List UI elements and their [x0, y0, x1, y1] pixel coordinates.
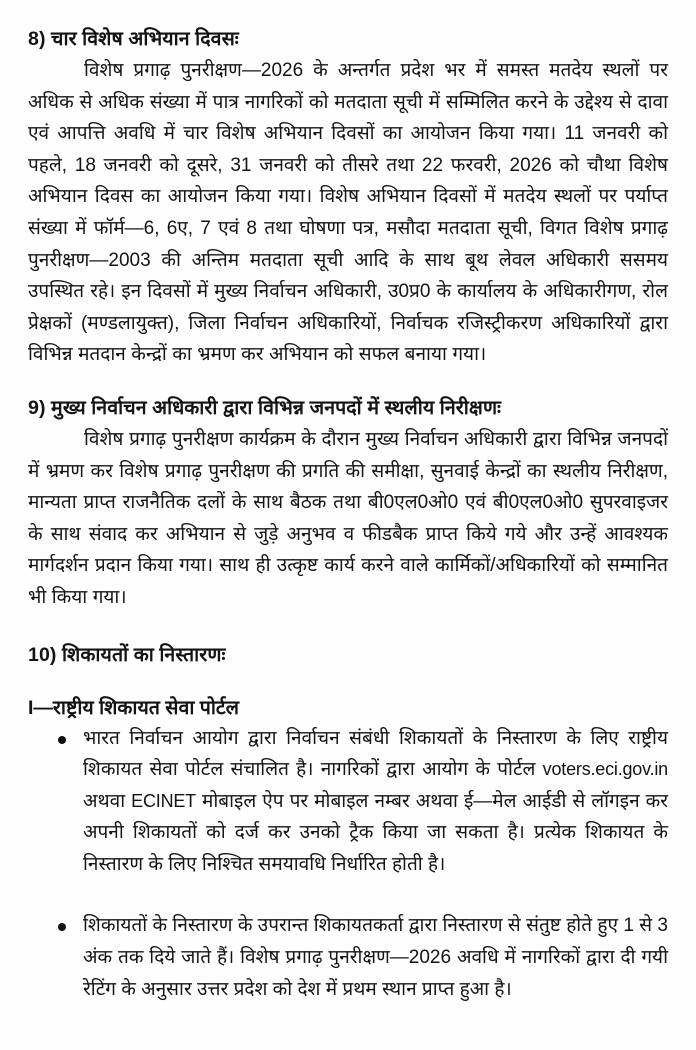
bullet-dot-icon [58, 923, 66, 931]
ecinet-app-name: ECINET [131, 790, 196, 811]
section-9 [28, 393, 668, 614]
section-10-heading: 10) शिकायतों का निस्तारणः [28, 643, 226, 666]
bullet-2-text: शिकायतों के निस्तारण के उपरान्त शिकायतकर्ता द्वारा निस्तारण से संतुष्ट होते हुए 1 से 3 अंक तक दिये जाते हैं। विशेष प्रगाढ़ पुनरीक्षण—2026 अवधि में नागरिकों द्वारा दी गयी रेटिंग के अनुसार उत्तर प्रदेश को देश में प्रथम स्थान प्राप्त हुआ है। [83, 915, 668, 1000]
subsection-I-heading: I—राष्ट्रीय शिकायत सेवा पोर्टल [28, 696, 239, 719]
complaint-portal-bullet-list [28, 723, 668, 1006]
voters-portal-url[interactable]: voters.eci.gov.in [542, 759, 668, 780]
spacer-after-section-9 [28, 614, 668, 640]
spacer-after-section-8 [28, 371, 668, 393]
spacer-after-section-10-heading [28, 671, 668, 693]
bullet-1-text-middle: अथवा [83, 790, 132, 812]
section-8 [28, 24, 668, 371]
bullet-1-text-before-url: भारत निर्वाचन आयोग द्वारा निर्वाचन संबंधी शिकायतों के निस्तारण के लिए राष्ट्रीय शिकायत सेवा पोर्टल संचालित है। नागरिकों द्वारा आयोग के पोर्टल [83, 727, 668, 781]
section-10 [28, 640, 668, 1006]
list-item [28, 910, 668, 1005]
section-8-body: विशेष प्रगाढ़ पुनरीक्षण—2026 के अन्तर्गत प्रदेश भर में समस्त मतदेय स्थलों पर अधिक से अधिक संख्या में पात्र नागरिकों को मतदाता सूची में सम्मिलित करने के उद्देश्य से दावा एवं आपत्ति अवधि में चार विशेष अभियान दिवसों का आयोजन किया गया। 11 जनवरी को पहले, 18 जनवरी को दूसरे, 31 जनवरी को तीसरे तथा 22 फरवरी, 2026 को चौथा विशेष अभियान दिवस का आयोजन किया गया। विशेष अभियान दिवसों में मतदेय स्थलों पर पर्याप्त संख्या में फॉर्म—6, 6ए, 7 एवं 8 तथा घोषणा पत्र, मसौदा मतदाता सूची, विगत विशेष प्रगाढ़ पुनरीक्षण—2003 की अन्तिम मतदाता सूची आदि के साथ बूथ लेवल अधिकारी ससमय उपस्थित रहे। इन दिवसों में मुख्य निर्वाचन अधिकारी, उ0प्र0 के कार्यालय के अधिकारीगण, रोल प्रेक्षकों (मण्डलायुक्त), जिला निर्वाचन अधिकारियों, निर्वाचक रजिस्ट्रीकरण अधिकारियों द्वारा विभिन्न मतदान केन्द्रों का भ्रमण कर अभियान को सफल बनाया गया। [28, 60, 668, 366]
bullet-1-text-after: मोबाइल ऐप पर मोबाइल नम्बर अथवा ई—मेल आईडी से लॉगइन कर अपनी शिकायतों को दर्ज कर उनको ट्रैक किया जा सकता है। प्रत्येक शिकायत के निस्तारण के लिए निश्चित समयावधि निर्धारित होती है। [83, 790, 669, 875]
section-9-heading: 9) मुख्य निर्वाचन अधिकारी द्वारा विभिन्न जनपदों में स्थलीय निरीक्षणः [28, 396, 502, 419]
list-item [28, 723, 668, 881]
section-8-heading: 8) चार विशेष अभियान दिवसः [28, 28, 239, 50]
bullet-dot-icon [58, 736, 66, 744]
section-9-body: विशेष प्रगाढ़ पुनरीक्षण कार्यक्रम के दौरान मुख्य निर्वाचन अधिकारी द्वारा विभिन्न जनपदों में भ्रमण कर विशेष प्रगाढ़ पुनरीक्षण की प्रगति की समीक्षा, सुनवाई केन्द्रों का स्थलीय निरीक्षण, मान्यता प्राप्त राजनैतिक दलों के साथ बैठक तथा बी0एल0ओ0 एवं बी0एल0ओ0 सुपरवाइजर के साथ संवाद कर अभियान से जुड़े अनुभव व फीडबैक प्राप्त किये गये और उन्हें आवश्यक मार्गदर्शन प्रदान किया गया। साथ ही उत्कृष्ट कार्य करने वाले कार्मिकों/अधिकारियों को सम्मानित भी किया गया। [28, 428, 668, 608]
